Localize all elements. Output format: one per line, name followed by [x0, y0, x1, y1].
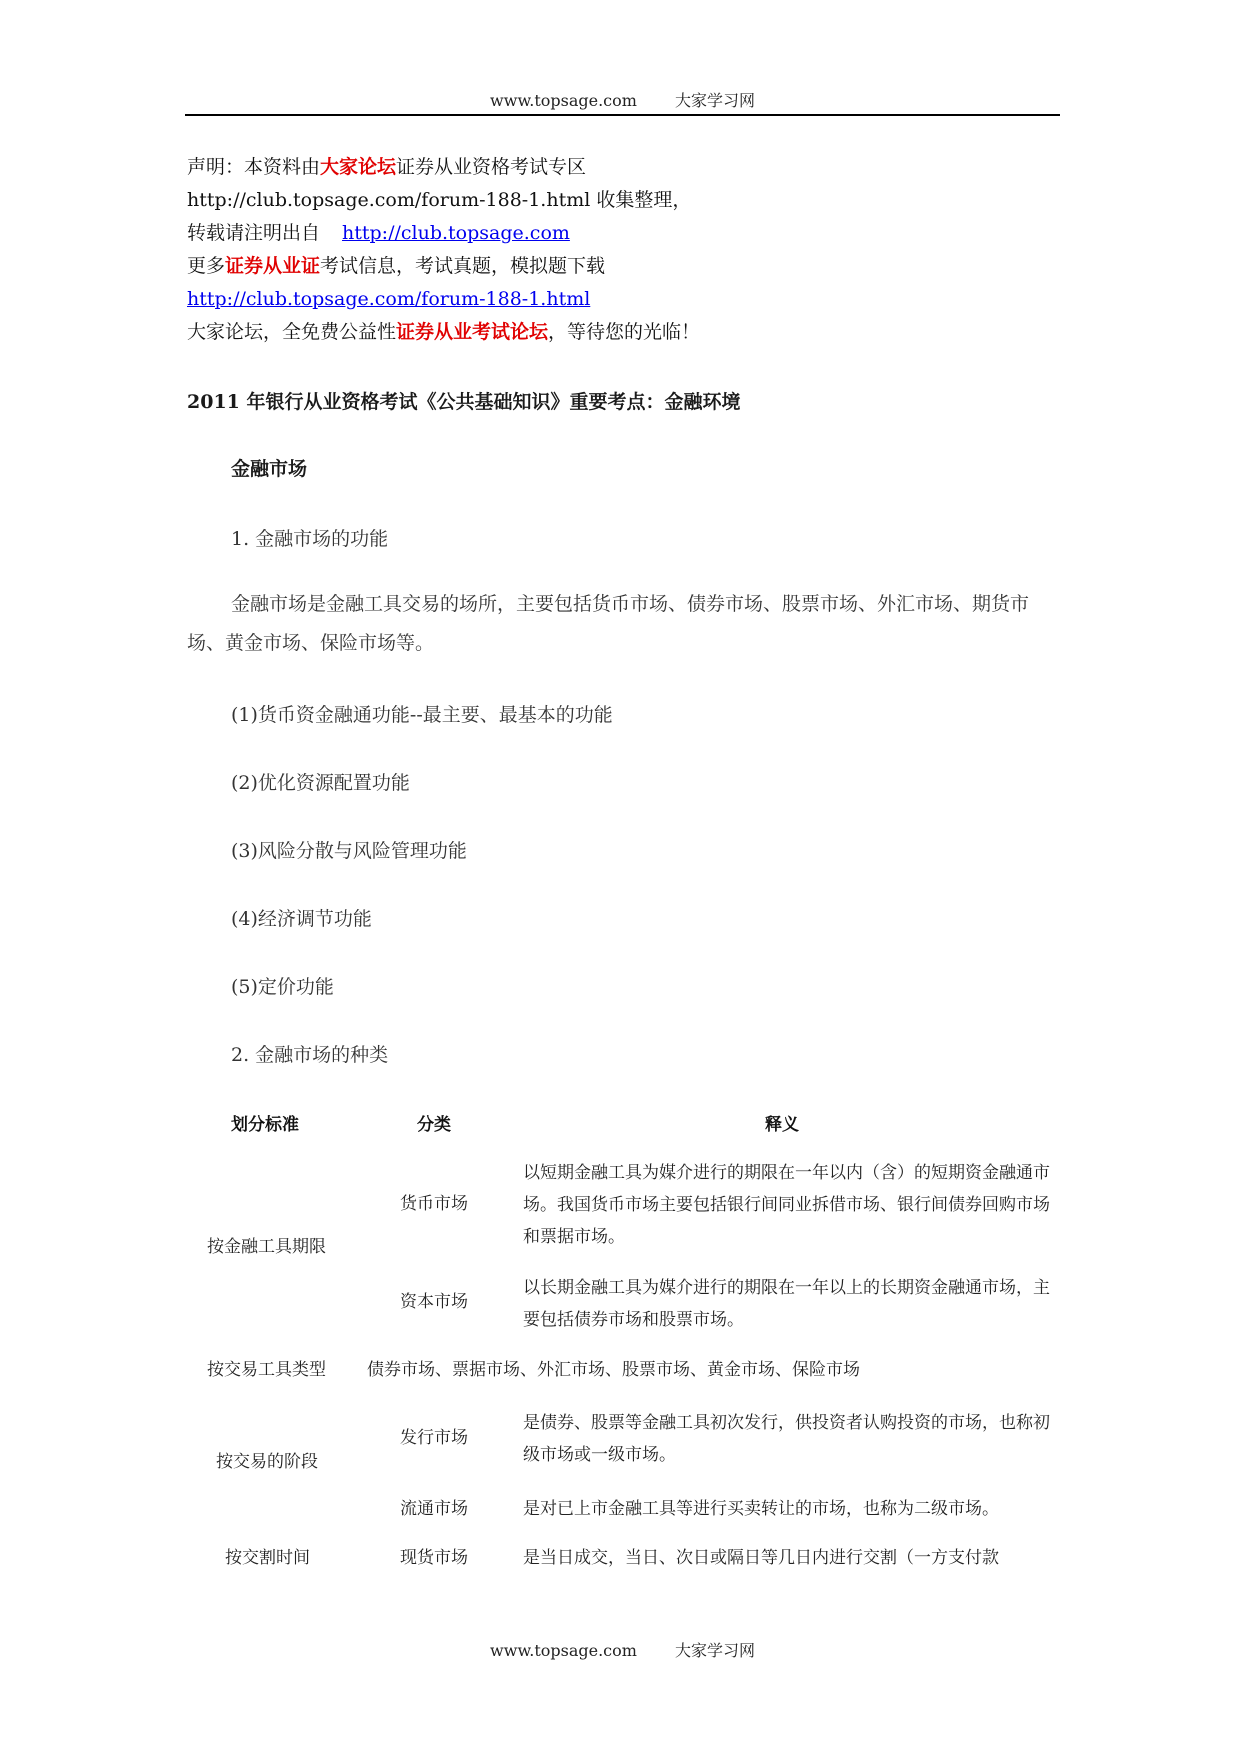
- declaration-text: 证券从业资格考试专区: [396, 156, 587, 178]
- declaration-text: 更多: [187, 255, 226, 277]
- table-category: 现货市场: [400, 1548, 468, 1568]
- forum-link[interactable]: http://club.topsage.com/forum-188-1.html: [187, 288, 591, 310]
- forum-name-highlight: 大家论坛: [320, 156, 397, 178]
- header-divider: [185, 114, 1060, 116]
- declaration-text: ，等待您的光临！: [548, 321, 701, 343]
- function-item: (1)货币资金融通功能--最主要、最基本的功能: [231, 704, 613, 726]
- exam-forum-highlight: 证券从业考试论坛: [396, 321, 549, 343]
- footer-site: www.topsage.com: [490, 1641, 637, 1660]
- declaration-line-4: [187, 250, 605, 283]
- table-header-definition: 释义: [765, 1115, 799, 1135]
- footer-brand: 大家学习网: [674, 1641, 755, 1660]
- declaration-text: 声明：本资料由: [187, 156, 321, 178]
- table-group-stage: 按交易的阶段: [216, 1452, 318, 1472]
- table-definition: 债券市场、票据市场、外汇市场、股票市场、黄金市场、保险市场: [367, 1360, 860, 1380]
- document-title: 2011 年银行从业资格考试《公共基础知识》重要考点：金融环境: [187, 391, 741, 413]
- declaration-line-1: [187, 151, 586, 184]
- intro-paragraph: 金融市场是金融工具交易的场所，主要包括货币市场、债券市场、股票市场、外汇市场、期货市场、黄金市场、保险市场等。: [187, 593, 1030, 654]
- table-header-category: 分类: [417, 1115, 451, 1135]
- table-category: 流通市场: [400, 1499, 468, 1519]
- table-definition: 是对已上市金融工具等进行买卖转让的市场，也称为二级市场。: [523, 1499, 999, 1519]
- page-header: [185, 88, 1060, 111]
- table-group-instrument: 按交易工具类型: [207, 1360, 326, 1380]
- table-group-settlement: 按交割时间: [225, 1548, 310, 1568]
- table-header-criterion: 划分标准: [231, 1115, 299, 1135]
- declaration-text: 大家论坛，全免费公益性: [187, 321, 397, 343]
- table-category: 资本市场: [400, 1292, 468, 1312]
- table-category: 发行市场: [400, 1428, 468, 1448]
- table-definition: 是债券、股票等金融工具初次发行，供投资者认购投资的市场，也称初级市场或一级市场。: [523, 1413, 1050, 1465]
- section-heading: 金融市场: [231, 458, 308, 480]
- function-item: (2)优化资源配置功能: [231, 772, 410, 794]
- subheading-functions: 1. 金融市场的功能: [231, 528, 389, 550]
- function-item: (3)风险分散与风险管理功能: [231, 840, 467, 862]
- declaration-text: 转载请注明出自: [187, 222, 321, 244]
- declaration-line-5: [187, 283, 590, 316]
- declaration-text: 考试信息，考试真题，模拟题下载: [320, 255, 606, 277]
- header-brand: 大家学习网: [674, 91, 755, 110]
- header-site: www.topsage.com: [490, 91, 637, 110]
- declaration-line-3: [187, 217, 570, 250]
- certificate-highlight: 证券从业证: [225, 255, 321, 277]
- table-category: 货币市场: [400, 1194, 468, 1214]
- table-definition: 以短期金融工具为媒介进行的期限在一年以内（含）的短期资金融通市场。我国货币市场主要包括银行间同业拆借市场、银行间债券回购市场和票据市场。: [523, 1163, 1050, 1247]
- subheading-types: 2. 金融市场的种类: [231, 1044, 389, 1066]
- declaration-line-2: http://club.topsage.com/forum-188-1.html 收集整理，: [187, 189, 692, 211]
- table-definition: 以长期金融工具为媒介进行的期限在一年以上的长期资金融通市场，主要包括债券市场和股票市场。: [523, 1278, 1050, 1330]
- declaration-line-6: [187, 316, 700, 349]
- function-item: (5)定价功能: [231, 976, 334, 998]
- function-item: (4)经济调节功能: [231, 908, 372, 930]
- table-definition: 是当日成交，当日、次日或隔日等几日内进行交割（一方支付款: [523, 1548, 999, 1568]
- club-link[interactable]: http://club.topsage.com: [342, 222, 570, 244]
- table-group-term: 按金融工具期限: [207, 1237, 326, 1257]
- page-footer: [185, 1638, 1060, 1661]
